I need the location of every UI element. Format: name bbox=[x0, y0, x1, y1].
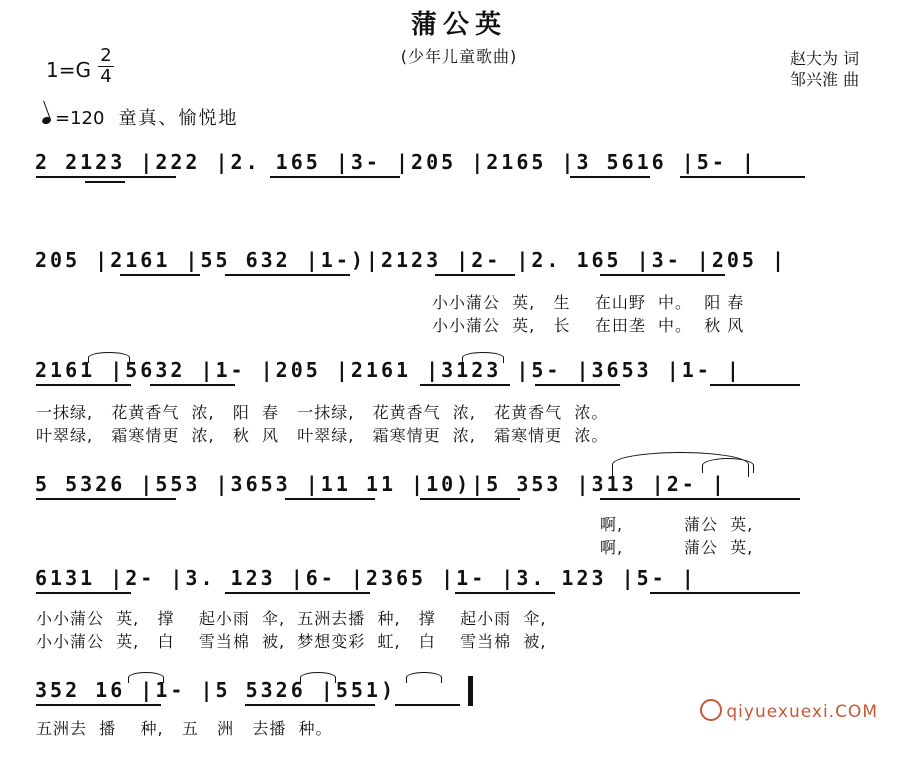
beam bbox=[36, 704, 161, 706]
lyric-line-5-verse-1: 小小蒲公 英, 撑 起小雨 伞, 五洲去播 种, 撑 起小雨 伞, bbox=[36, 609, 547, 628]
slur bbox=[88, 352, 130, 363]
beam bbox=[435, 274, 515, 276]
slur bbox=[462, 352, 504, 363]
beam bbox=[120, 274, 200, 276]
song-title: 蒲公英 bbox=[410, 10, 507, 40]
site-watermark bbox=[700, 699, 878, 722]
beam bbox=[570, 176, 650, 178]
score-line-2: 205 |2161 |55 632 |1-)|2123 |2- |2. 165 |3- |205 | bbox=[35, 248, 788, 272]
lyric-line-4-verse-2: 啊, 蒲公 英, bbox=[600, 538, 754, 557]
beam bbox=[420, 384, 510, 386]
beam bbox=[650, 592, 800, 594]
key-signature bbox=[46, 45, 112, 87]
beam bbox=[455, 592, 555, 594]
beam bbox=[710, 384, 800, 386]
credits bbox=[790, 48, 859, 90]
watermark-logo-icon bbox=[700, 699, 722, 721]
lyric-line-2-verse-2: 小小蒲公 英, 长 在田垄 中。 秋 风 bbox=[432, 316, 745, 335]
time-top: 2 bbox=[100, 45, 112, 66]
beam bbox=[285, 498, 375, 500]
beam bbox=[85, 181, 125, 183]
score-line-6: 352 16 |1- |5 5326 |551) bbox=[35, 678, 396, 702]
lyric-line-6-verse-1: 五洲去 播 种, 五 洲 去播 种。 bbox=[36, 719, 333, 738]
beam bbox=[36, 176, 176, 178]
lyric-line-2-verse-1: 小小蒲公 英, 生 在山野 中。 阳 春 bbox=[432, 293, 745, 312]
final-barline bbox=[468, 676, 473, 706]
beam bbox=[36, 592, 131, 594]
beam bbox=[680, 176, 805, 178]
slur bbox=[702, 458, 754, 473]
quarter-note-icon bbox=[41, 116, 52, 126]
beam bbox=[420, 498, 520, 500]
beam bbox=[36, 384, 131, 386]
lyricist-credit: 赵大为 词 bbox=[790, 49, 860, 68]
composer-credit: 邹兴淮 曲 bbox=[790, 70, 860, 89]
time-bottom: 4 bbox=[98, 66, 114, 87]
beam bbox=[270, 176, 400, 178]
beam bbox=[225, 274, 350, 276]
score-line-1: 2 2123 |222 |2. 165 |3- |205 |2165 |3 5616 |5- | bbox=[35, 150, 757, 174]
slur bbox=[300, 672, 336, 683]
beam bbox=[225, 592, 370, 594]
song-subtitle: (少年儿童歌曲) bbox=[400, 47, 518, 66]
lyric-line-5-verse-2: 小小蒲公 英, 白 雪当棉 被, 梦想变彩 虹, 白 雪当棉 被, bbox=[36, 632, 547, 651]
tempo-value: =120 bbox=[55, 108, 105, 129]
beam bbox=[150, 384, 235, 386]
beam bbox=[395, 704, 460, 706]
slur bbox=[406, 672, 442, 683]
score-line-5: 6131 |2- |3. 123 |6- |2365 |1- |3. 123 |5- | bbox=[35, 566, 697, 590]
beam bbox=[535, 384, 620, 386]
score-line-4: 5 5326 |553 |3653 |11 11 |10)|5 353 |313 |2- | bbox=[35, 472, 727, 496]
beam bbox=[245, 704, 375, 706]
lyric-line-3-verse-1: 一抹绿, 花黄香气 浓, 阳 春 一抹绿, 花黄香气 浓, 花黄香气 浓。 bbox=[36, 403, 609, 422]
beam bbox=[600, 498, 800, 500]
time-signature bbox=[98, 46, 114, 87]
tempo-style: 童真、愉悦地 bbox=[118, 108, 239, 129]
beam bbox=[36, 498, 176, 500]
score-line-3: 2161 |5632 |1- |205 |2161 |3123 |5- |3653 |1- | bbox=[35, 358, 742, 382]
watermark-text: qiyuexuexi.COM bbox=[726, 702, 878, 722]
lyric-line-4-verse-1: 啊, 蒲公 英, bbox=[600, 515, 754, 534]
slur bbox=[128, 672, 164, 683]
beam bbox=[600, 274, 725, 276]
lyric-line-3-verse-2: 叶翠绿, 霜寒情更 浓, 秋 风 叶翠绿, 霜寒情更 浓, 霜寒情更 浓。 bbox=[36, 426, 609, 445]
key-text: 1=G bbox=[46, 58, 91, 82]
tempo-marking bbox=[42, 104, 238, 130]
